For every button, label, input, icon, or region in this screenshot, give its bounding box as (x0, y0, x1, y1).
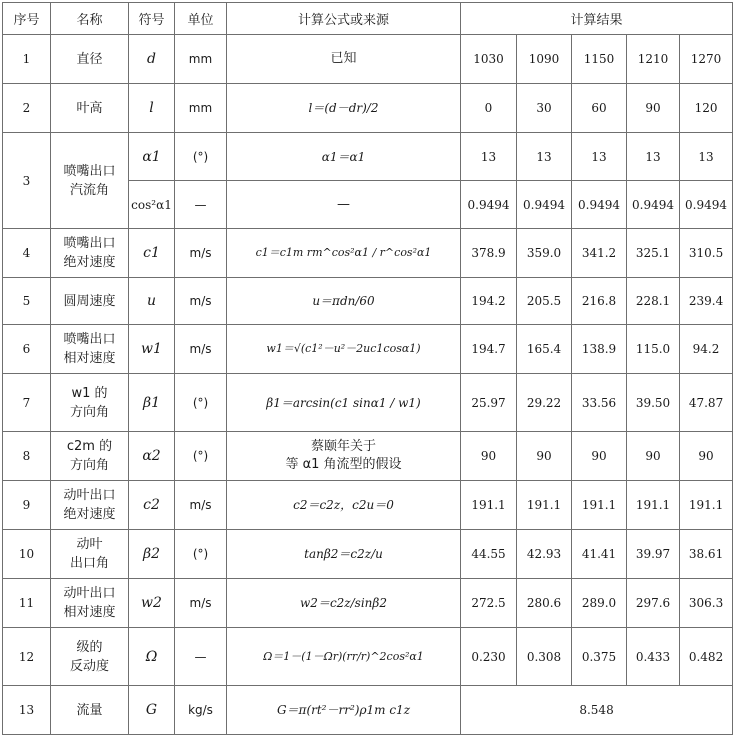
result-cell: 42.93 (517, 530, 572, 579)
header-name: 名称 (51, 3, 129, 35)
row-index: 6 (3, 325, 51, 374)
result-cell: 29.22 (517, 374, 572, 432)
row-unit: (°) (175, 374, 227, 432)
result-cell: 280.6 (517, 579, 572, 628)
result-cell: 325.1 (627, 229, 680, 278)
row-unit: (°) (175, 133, 227, 181)
result-cell: 0.9494 (517, 181, 572, 229)
header-formula: 计算公式或来源 (227, 3, 461, 35)
header-row (3, 3, 733, 35)
result-cell: 1270 (680, 35, 733, 84)
result-cell: 1030 (461, 35, 517, 84)
result-cell: 359.0 (517, 229, 572, 278)
row-name (51, 374, 129, 432)
result-cell: 0.375 (572, 628, 627, 686)
result-cell: 0.9494 (572, 181, 627, 229)
result-cell: 90 (461, 432, 517, 481)
result-cell: 120 (680, 84, 733, 133)
row-name-line: 反动度 (69, 658, 109, 674)
row-index: 7 (3, 374, 51, 432)
result-cell: 228.1 (627, 278, 680, 325)
row-unit: m/s (175, 481, 227, 530)
formula-line: 等 α1 角流型的假设 (285, 457, 402, 472)
result-cell: 310.5 (680, 229, 733, 278)
row-formula: 已知 (227, 35, 461, 84)
row-name-line: c2m 的 (66, 439, 113, 454)
table-row (3, 229, 733, 278)
row-formula: Ω＝1－(1－Ωr)(rr/r)^2cos²α1 (227, 628, 461, 686)
result-cell: 194.2 (461, 278, 517, 325)
formula-line: 蔡颐年关于 (310, 439, 376, 454)
row-formula: G＝π(rt²－rr²)ρ1m c1z (227, 686, 461, 735)
row-symbol: cos²α1 (129, 181, 175, 229)
row-symbol: α2 (129, 432, 175, 481)
row-name (51, 325, 129, 374)
row-name-line: 出口角 (69, 556, 109, 571)
row-name: 圆周速度 (51, 278, 129, 325)
row-name-line: 级的 (76, 639, 103, 655)
result-cell: 191.1 (680, 481, 733, 530)
result-cell: 90 (680, 432, 733, 481)
row-formula: α1＝α1 (227, 133, 461, 181)
row-unit: m/s (175, 325, 227, 374)
result-cell: 194.7 (461, 325, 517, 374)
row-unit: kg/s (175, 686, 227, 735)
row-name (51, 432, 129, 481)
row-formula: u＝πdn/60 (227, 278, 461, 325)
row-name (51, 133, 129, 229)
table-row (3, 325, 733, 374)
row-formula: c2＝c2z，c2u＝0 (227, 481, 461, 530)
result-cell: 191.1 (627, 481, 680, 530)
table-row (3, 686, 733, 735)
result-cell: 306.3 (680, 579, 733, 628)
row-unit: (°) (175, 432, 227, 481)
row-symbol: c1 (129, 229, 175, 278)
row-symbol: c2 (129, 481, 175, 530)
row-index: 5 (3, 278, 51, 325)
row-formula: tanβ2＝c2z/u (227, 530, 461, 579)
row-unit: mm (175, 35, 227, 84)
result-cell: 0.9494 (627, 181, 680, 229)
result-cell: 138.9 (572, 325, 627, 374)
result-cell: 60 (572, 84, 627, 133)
result-cell: 13 (627, 133, 680, 181)
calculation-table (2, 2, 733, 735)
row-name-line: 相对速度 (63, 605, 116, 620)
result-cell: 0.9494 (680, 181, 733, 229)
row-symbol: l (129, 84, 175, 133)
row-symbol: w2 (129, 579, 175, 628)
result-cell: 0.9494 (461, 181, 517, 229)
table-row (3, 628, 733, 686)
table-row (3, 432, 733, 481)
row-name-line: 动叶出口 (63, 586, 116, 601)
result-cell: 297.6 (627, 579, 680, 628)
result-cell: 41.41 (572, 530, 627, 579)
table-row (3, 133, 733, 181)
result-cell: 1150 (572, 35, 627, 84)
header-unit: 单位 (175, 3, 227, 35)
row-name: 叶高 (51, 84, 129, 133)
row-name (51, 229, 129, 278)
row-name (51, 530, 129, 579)
result-cell: 38.61 (680, 530, 733, 579)
row-index: 10 (3, 530, 51, 579)
result-cell: 13 (517, 133, 572, 181)
row-name-line: 绝对速度 (63, 255, 116, 270)
row-name (51, 481, 129, 530)
row-symbol: u (129, 278, 175, 325)
result-cell: 90 (627, 432, 680, 481)
row-name-line: w1 的 (71, 385, 108, 401)
table-row (3, 530, 733, 579)
row-index: 1 (3, 35, 51, 84)
row-name (51, 628, 129, 686)
result-cell: 94.2 (680, 325, 733, 374)
table-row (3, 278, 733, 325)
row-name-line: 喷嘴出口 (63, 236, 116, 251)
row-index: 4 (3, 229, 51, 278)
result-cell: 191.1 (461, 481, 517, 530)
row-formula: w1＝√(c1²－u²－2uc1cosα1) (227, 325, 461, 374)
result-cell: 341.2 (572, 229, 627, 278)
result-cell: 289.0 (572, 579, 627, 628)
result-cell: 39.97 (627, 530, 680, 579)
row-name (51, 579, 129, 628)
row-symbol: Ω (129, 628, 175, 686)
table-row (3, 35, 733, 84)
row-name-line: 方向角 (69, 458, 109, 473)
result-cell: 165.4 (517, 325, 572, 374)
row-formula (227, 432, 461, 481)
row-unit: — (175, 628, 227, 686)
result-cell: 90 (572, 432, 627, 481)
header-results: 计算结果 (461, 3, 733, 35)
row-name-line: 相对速度 (63, 351, 116, 366)
row-name-line: 动叶出口 (63, 488, 116, 503)
header-symbol: 符号 (129, 3, 175, 35)
row-formula: w2＝c2z/sinβ2 (227, 579, 461, 628)
result-cell: 1090 (517, 35, 572, 84)
row-name-line: 汽流角 (69, 182, 109, 198)
row-index: 8 (3, 432, 51, 481)
result-cell: 205.5 (517, 278, 572, 325)
row-formula: — (227, 181, 461, 229)
header-index: 序号 (3, 3, 51, 35)
row-symbol: d (129, 35, 175, 84)
result-cell: 191.1 (572, 481, 627, 530)
row-unit: (°) (175, 530, 227, 579)
row-name: 直径 (51, 35, 129, 84)
result-cell: 8.548 (461, 686, 733, 735)
result-cell: 0.230 (461, 628, 517, 686)
result-cell: 216.8 (572, 278, 627, 325)
result-cell: 272.5 (461, 579, 517, 628)
row-unit: mm (175, 84, 227, 133)
row-unit: m/s (175, 278, 227, 325)
result-cell: 0.308 (517, 628, 572, 686)
row-unit: — (175, 181, 227, 229)
row-name-line: 方向角 (69, 404, 109, 420)
row-formula: β1＝arcsin(c1 sinα1 / w1) (227, 374, 461, 432)
row-name: 流量 (51, 686, 129, 735)
result-cell: 13 (461, 133, 517, 181)
row-name-line: 喷嘴出口 (63, 332, 116, 347)
row-name-line: 喷嘴出口 (63, 163, 116, 179)
row-unit: m/s (175, 579, 227, 628)
result-cell: 115.0 (627, 325, 680, 374)
row-name-line: 动叶 (76, 537, 103, 552)
row-formula: c1＝c1m rm^cos²α1 / r^cos²α1 (227, 229, 461, 278)
result-cell: 191.1 (517, 481, 572, 530)
table-row (3, 84, 733, 133)
table-row (3, 374, 733, 432)
row-index: 11 (3, 579, 51, 628)
result-cell: 378.9 (461, 229, 517, 278)
row-index: 13 (3, 686, 51, 735)
table-row (3, 579, 733, 628)
result-cell: 0.482 (680, 628, 733, 686)
row-symbol: G (129, 686, 175, 735)
result-cell: 90 (627, 84, 680, 133)
row-name-line: 绝对速度 (63, 507, 116, 522)
row-index: 3 (3, 133, 51, 229)
result-cell: 1210 (627, 35, 680, 84)
result-cell: 47.87 (680, 374, 733, 432)
result-cell: 44.55 (461, 530, 517, 579)
row-index: 2 (3, 84, 51, 133)
row-index: 9 (3, 481, 51, 530)
result-cell: 33.56 (572, 374, 627, 432)
row-symbol: β2 (129, 530, 175, 579)
result-cell: 39.50 (627, 374, 680, 432)
result-cell: 90 (517, 432, 572, 481)
row-formula: l＝(d－dr)/2 (227, 84, 461, 133)
result-cell: 0.433 (627, 628, 680, 686)
result-cell: 25.97 (461, 374, 517, 432)
row-symbol: β1 (129, 374, 175, 432)
row-symbol: w1 (129, 325, 175, 374)
result-cell: 0 (461, 84, 517, 133)
row-symbol: α1 (129, 133, 175, 181)
row-index: 12 (3, 628, 51, 686)
result-cell: 13 (680, 133, 733, 181)
result-cell: 13 (572, 133, 627, 181)
result-cell: 239.4 (680, 278, 733, 325)
result-cell: 30 (517, 84, 572, 133)
table-row (3, 481, 733, 530)
row-unit: m/s (175, 229, 227, 278)
